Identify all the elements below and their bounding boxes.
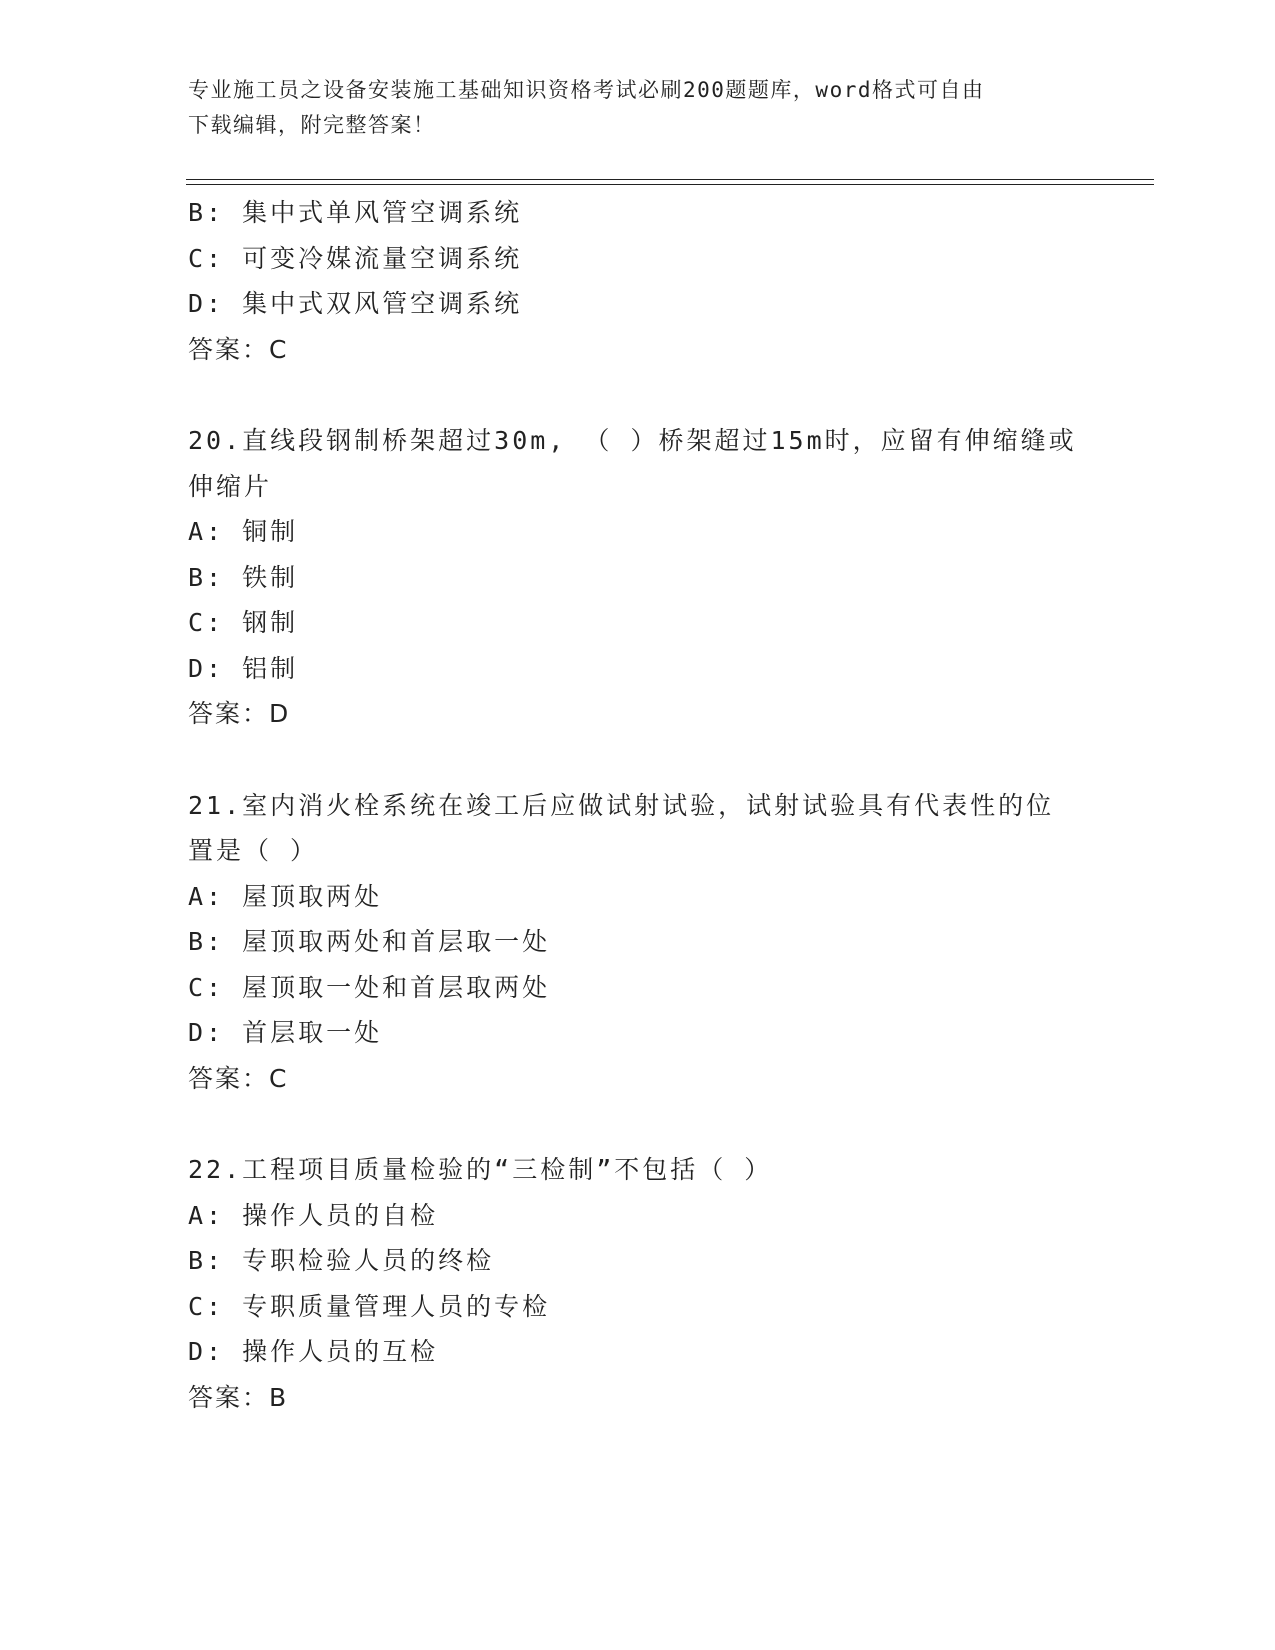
answer-label: 答案：D <box>188 699 291 728</box>
question-stem: 20.直线段钢制桥架超过30m, （ ）桥架超过15m时，应留有伸缩缝或 <box>188 426 1077 455</box>
answer-label: 答案：C <box>188 334 289 364</box>
header-line-1: 专业施工员之设备安装施工基础知识资格考试必刷200题题库，word格式可自由 <box>188 78 985 102</box>
option-a: A: 操作人员的自检 <box>188 1200 439 1230</box>
question-stem: 21.室内消火栓系统在竣工后应做试射试验，试射试验具有代表性的位 <box>188 790 1055 820</box>
option-b: B: 专职检验人员的终检 <box>188 1246 495 1275</box>
option-d: D: 首层取一处 <box>188 1018 383 1047</box>
question-list <box>188 190 1088 1420</box>
question-stem-continued: 置是（ ） <box>188 836 319 865</box>
question-22 <box>188 1147 1088 1420</box>
option-b: B: 集中式单风管空调系统 <box>188 198 523 227</box>
question-spacer <box>188 372 1088 418</box>
option-c: C: 屋顶取一处和首层取两处 <box>188 972 551 1002</box>
option-c: C: 钢制 <box>188 608 299 637</box>
question-20 <box>188 418 1088 737</box>
header-line-2: 下载编辑，附完整答案！ <box>188 113 436 137</box>
option-d: D: 集中式双风管空调系统 <box>188 289 523 318</box>
option-c: C: 专职质量管理人员的专检 <box>188 1291 551 1321</box>
question-stem: 22.工程项目质量检验的“三检制”不包括（ ） <box>188 1155 773 1184</box>
option-a: A: 屋顶取两处 <box>188 881 383 911</box>
question-21 <box>188 783 1088 1102</box>
option-d: D: 操作人员的互检 <box>188 1337 439 1366</box>
header-divider-top <box>186 179 1154 180</box>
option-c: C: 可变冷媒流量空调系统 <box>188 243 523 273</box>
question-spacer <box>188 737 1088 783</box>
option-a: A: 铜制 <box>188 517 299 546</box>
question-spacer <box>188 1101 1088 1147</box>
option-b: B: 铁制 <box>188 562 299 592</box>
header-divider-bottom <box>186 184 1154 185</box>
option-d: D: 铝制 <box>188 653 299 683</box>
answer-label: 答案：B <box>188 1382 289 1412</box>
option-b: B: 屋顶取两处和首层取一处 <box>188 927 551 956</box>
question-19-continued <box>188 190 1088 372</box>
answer-label: 答案：C <box>188 1063 289 1093</box>
document-header <box>188 73 1068 143</box>
question-stem-continued: 伸缩片 <box>188 471 273 501</box>
